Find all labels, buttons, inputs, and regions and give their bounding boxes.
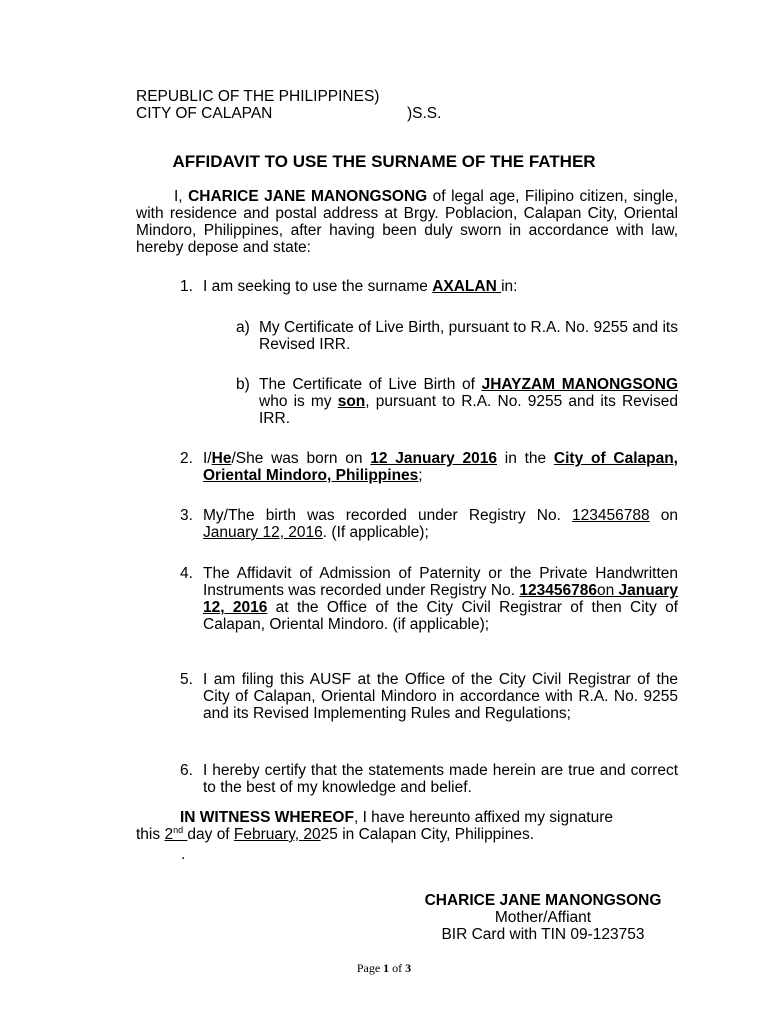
signatory-id: BIR Card with TIN 09-123753 [441,926,645,943]
paternity-registry-number: 123456786 [519,582,597,599]
item-3-text: My/The birth was recorded under Registry No. 123456788 on January 12, 2016. (If applicable); [203,507,678,541]
signatory-role: Mother/Affiant [494,909,592,926]
item-5-number: 5. [180,671,193,688]
registry-date: January 12, 2016 [203,524,323,541]
item-1-text: I am seeking to use the surname AXALAN in: [203,278,518,295]
item-4-text: The Affidavit of Admission of Paternity or the Private Handwritten Instruments was recorded under Registry No. 123456786on January 12, 2016 at the Office of the City Civil Registrar of then City of Calapan, Oriental Mindoro. (if applicable); [203,565,678,633]
item-6-text: I hereby certify that the statements made herein are true and correct to the best of my knowledge and belief. [203,762,678,796]
item-5-text: I am filing this AUSF at the Office of the City Civil Registrar of the City of Calapan, Oriental Mindoro in accordance with R.A. No. 9255 and its Revised Implementing Rules and Regulations; [203,671,678,722]
child-name: JHAYZAM MANONGSONG [481,376,678,393]
paternity-date: January 12, 2016 [203,582,678,616]
item-4-number: 4. [180,565,193,582]
surname: AXALAN [432,278,502,295]
venue-block [136,88,496,122]
signatory-name: CHARICE JANE MANONGSONG [424,892,662,909]
birth-date: 12 January 2016 [370,450,497,467]
item-3-number: 3. [180,507,193,524]
item-1-number: 1. [180,278,193,295]
page-number: Page 1 of 3 [356,961,412,975]
venue-republic: REPUBLIC OF THE PHILIPPINES) [136,88,380,105]
stray-dot: . [181,846,186,863]
witness-lead: IN WITNESS WHEREOF [180,809,354,826]
item-1b-number: b) [236,376,250,393]
venue-city: CITY OF CALAPAN [136,105,273,122]
registry-number: 123456788 [572,507,650,524]
intro-paragraph: I, CHARICE JANE MANONGSONG of legal age, Filipino citizen, single, with residence and postal address at Brgy. Poblacion, Calapan City, Oriental Mindoro, Philippines, after having been duly sworn in accordance with law, hereby depose and state: [136,188,678,256]
witness-paragraph: IN WITNESS WHEREOF, I have hereunto affixed my signature this 2nd day of February, 2025 in Calapan City, Philippines. [136,809,614,843]
signing-month-year: February, 20 [233,826,321,843]
venue-ss: )S.S. [407,105,442,122]
item-6-number: 6. [180,762,193,779]
venue-city-line [136,105,496,122]
document-title: AFFIDAVIT TO USE THE SURNAME OF THE FATHER [172,152,596,171]
birth-place: City of Calapan, Oriental Mindoro, Philippines [203,450,678,484]
child-relation: son [337,393,366,410]
item-1a-number: a) [236,319,250,336]
item-1b-text: The Certificate of Live Birth of JHAYZAM MANONGSONG who is my son, pursuant to R.A. No. 9255 and its Revised IRR. [259,376,678,427]
item-2-text: I/He/She was born on 12 January 2016 in the City of Calapan, Oriental Mindoro, Philippines; [203,450,678,484]
affiant-name: CHARICE JANE MANONGSONG [188,188,428,205]
signing-day: 2nd [164,824,184,843]
item-2-number: 2. [180,450,193,467]
item-1a-text: My Certificate of Live Birth, pursuant to R.A. No. 9255 and its Revised IRR. [259,319,678,353]
signature-block [380,892,706,943]
